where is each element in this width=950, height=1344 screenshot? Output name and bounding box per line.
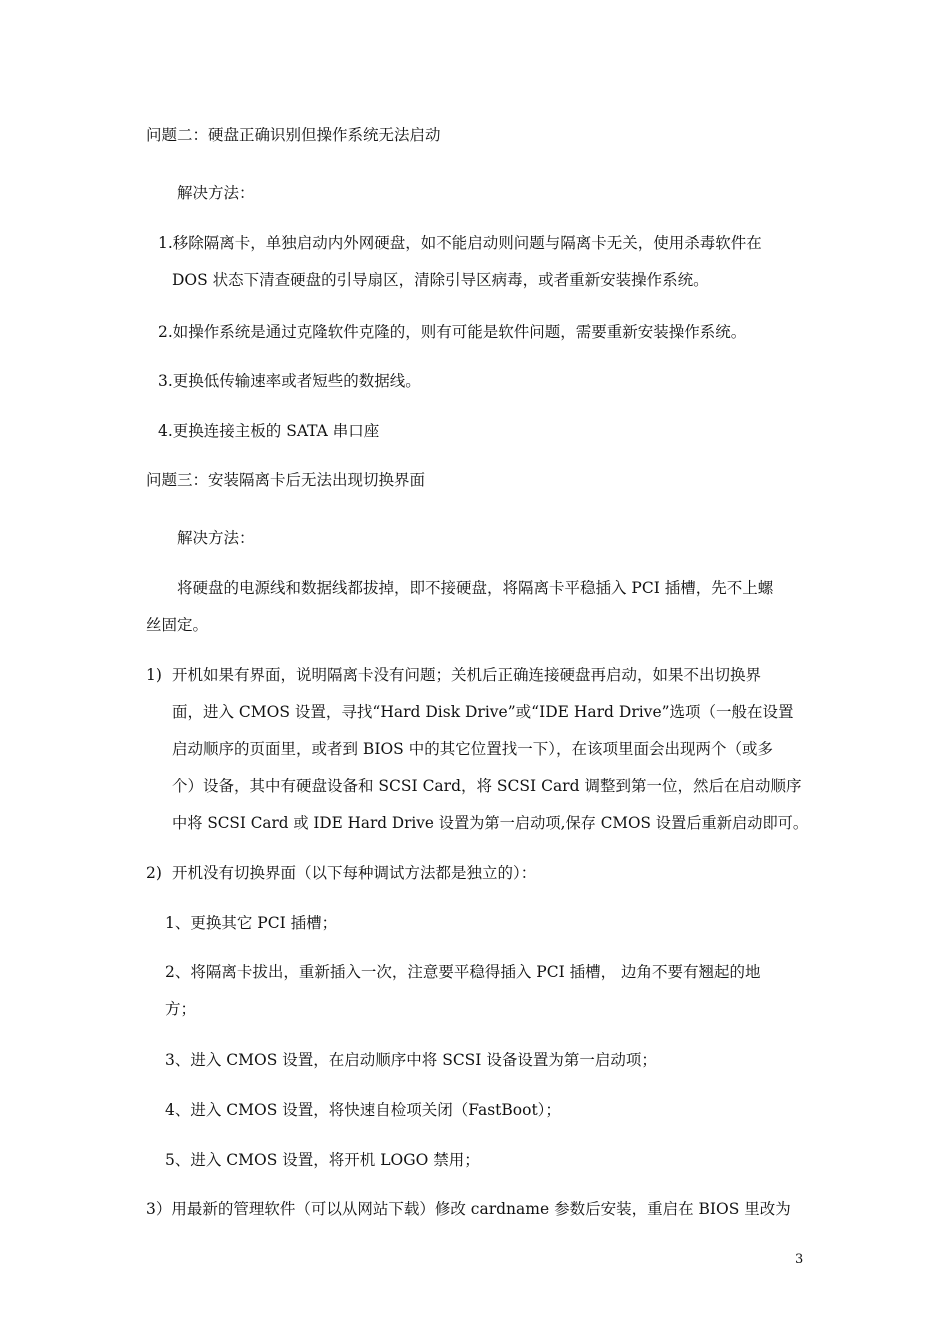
sub-item-text: 2、将隔离卡拔出，重新插入一次，注意要平稳得插入 PCI 插槽， 边角不要有翘起的地 <box>165 963 761 981</box>
list-item-text: 1.移除隔离卡，单独启动内外网硬盘，如不能启动则问题与隔离卡无关，使用杀毒软件在 <box>158 234 762 252</box>
list-item-text: 面，进入 CMOS 设置，寻找“Hard Disk Drive”或“IDE Hard Drive”选项（一般在设置 <box>172 703 794 721</box>
sub-item-text: 1、更换其它 PCI 插槽； <box>165 914 338 932</box>
list-item-text: 中将 SCSI Card 或 IDE Hard Drive 设置为第一启动项,保存 CMOS 设置后重新启动即可。 <box>172 814 809 832</box>
paragraph-text: 3）用最新的管理软件（可以从网站下载）修改 cardname 参数后安装，重启在 BIOS 里改为 <box>146 1200 791 1218</box>
solution-label: 解决方法： <box>177 529 255 547</box>
list-item-text: 2.如操作系统是通过克隆软件克隆的，则有可能是软件问题，需要重新安装操作系统。 <box>158 323 747 341</box>
list-item-text: 3.更换低传输速率或者短些的数据线。 <box>158 372 421 390</box>
list-item-text: 开机没有切换界面（以下每种调试方法都是独立的）： <box>172 864 537 882</box>
paragraph-text: 将硬盘的电源线和数据线都拔掉，即不接硬盘，将隔离卡平稳插入 PCI 插槽，先不上螺 <box>177 579 774 597</box>
section-title-q2: 问题二：硬盘正确识别但操作系统无法启动 <box>146 126 441 144</box>
paragraph-text: 丝固定。 <box>146 616 209 634</box>
solution-label: 解决方法： <box>177 184 255 202</box>
sub-item-text: 3、进入 CMOS 设置，在启动顺序中将 SCSI 设备设置为第一启动项； <box>165 1051 657 1069</box>
list-item-text: 开机如果有界面，说明隔离卡没有问题；关机后正确连接硬盘再启动，如果不出切换界 <box>172 666 762 684</box>
list-marker: 1) <box>146 666 162 684</box>
sub-item-text: 方； <box>165 1000 197 1018</box>
page-number: 3 <box>795 1252 804 1267</box>
list-item-text: 4.更换连接主板的 SATA 串口座 <box>158 422 380 440</box>
list-item-text: 启动顺序的页面里，或者到 BIOS 中的其它位置找一下），在该项里面会出现两个（或多 <box>172 740 773 758</box>
list-item-text: DOS 状态下清查硬盘的引导扇区，清除引导区病毒，或者重新安装操作系统。 <box>172 271 709 289</box>
sub-item-text: 5、进入 CMOS 设置，将开机 LOGO 禁用； <box>165 1151 480 1169</box>
section-title-q3: 问题三：安装隔离卡后无法出现切换界面 <box>146 471 426 489</box>
list-item-text: 个）设备，其中有硬盘设备和 SCSI Card，将 SCSI Card 调整到第一位，然后在启动顺序 <box>172 777 802 795</box>
sub-item-text: 4、进入 CMOS 设置，将快速自检项关闭（FastBoot）； <box>165 1101 561 1119</box>
list-marker: 2) <box>146 864 162 882</box>
